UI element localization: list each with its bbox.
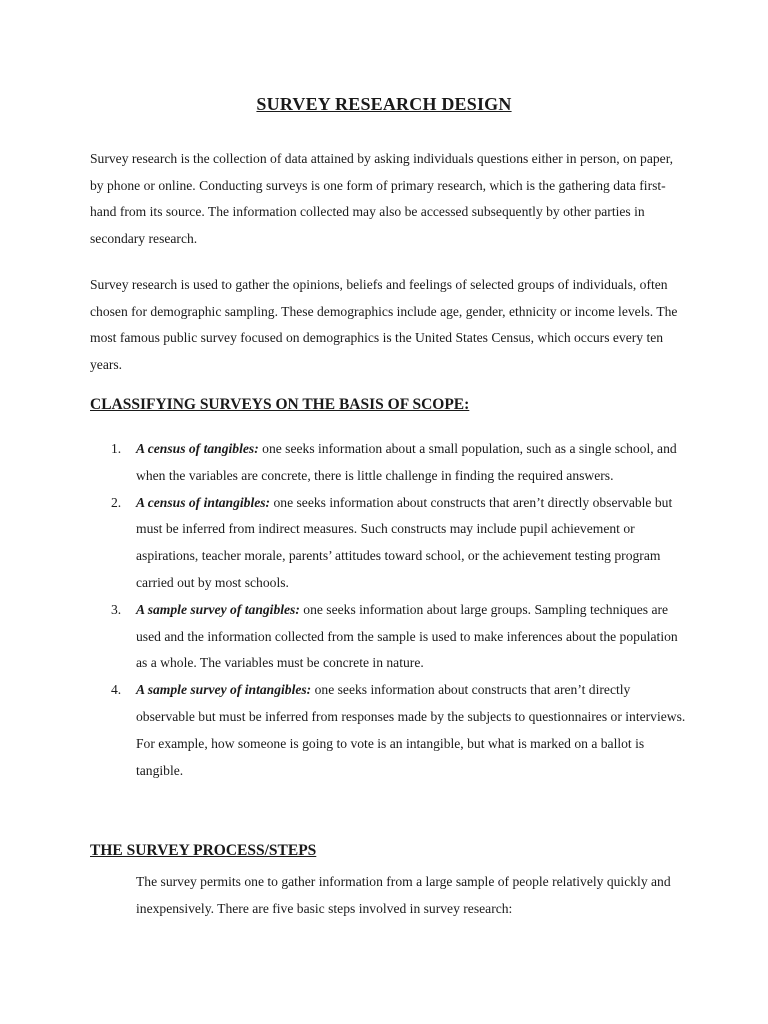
list-item-text: one seeks information about constructs that aren’t directly observable but must be inferred from indirect measures. Such constructs may include pupil achievement or aspirations, teacher morale, parents’ attitudes toward school, or the achievement testing program carried out by most schools. [136, 494, 673, 590]
list-item-text: one seeks information about constructs that aren’t directly observable but must be inferred from responses made by the subjects to questionnaires or interviews. For example, how someone is going to vote is an intangible, but what is marked on a ballot is tangible. [136, 682, 686, 778]
list-item-number: 2. [111, 494, 122, 510]
section-heading-steps: THE SURVEY PROCESS/STEPS [90, 842, 317, 859]
document-title: SURVEY RESEARCH DESIGN [256, 94, 512, 114]
list-item-lead: A census of tangibles: [136, 441, 259, 456]
list-item [90, 597, 690, 677]
list-item-lead: A census of intangibles: [136, 494, 271, 510]
list-item [90, 490, 690, 597]
list-item-text: one seeks information about a small population, such as a single school, and when the variables are concrete, there is little challenge in finding the required answers. [136, 441, 677, 483]
steps-paragraph: The survey permits one to gather information from a large sample of people relatively quickly and inexpensively. There are five basic steps involved in survey research: [136, 874, 671, 916]
list-item-lead: A sample survey of intangibles: [136, 682, 312, 698]
list-item-number: 4. [111, 682, 122, 698]
intro-paragraph: Survey research is the collection of data attained by asking individuals questions either in person, on paper, by phone or online. Conducting surveys is one form of primary research, which is the gathering data first-hand from its source. The information collected may also be accessed subsequently by other parties in secondary research. [90, 151, 674, 246]
demographics-paragraph: Survey research is used to gather the opinions, beliefs and feelings of selected groups of individuals, often chosen for demographic sampling. These demographics include age, gender, ethnicity or income levels. The most famous public survey focused on demographics is the United States Census, which occurs every ten years. [90, 277, 678, 372]
list-item [90, 677, 690, 784]
list-item-number: 1. [111, 441, 122, 456]
list-item-number: 3. [111, 601, 122, 617]
list-item [90, 436, 690, 490]
list-item-text: one seeks information about large groups. Sampling techniques are used and the information collected from the sample is used to make inferences about the population as a whole. The variables must be concrete in nature. [136, 601, 678, 671]
section-heading-scope: CLASSIFYING SURVEYS ON THE BASIS OF SCOPE: [90, 396, 470, 413]
scope-list [90, 436, 690, 784]
list-item-lead: A sample survey of tangibles: [136, 601, 300, 617]
